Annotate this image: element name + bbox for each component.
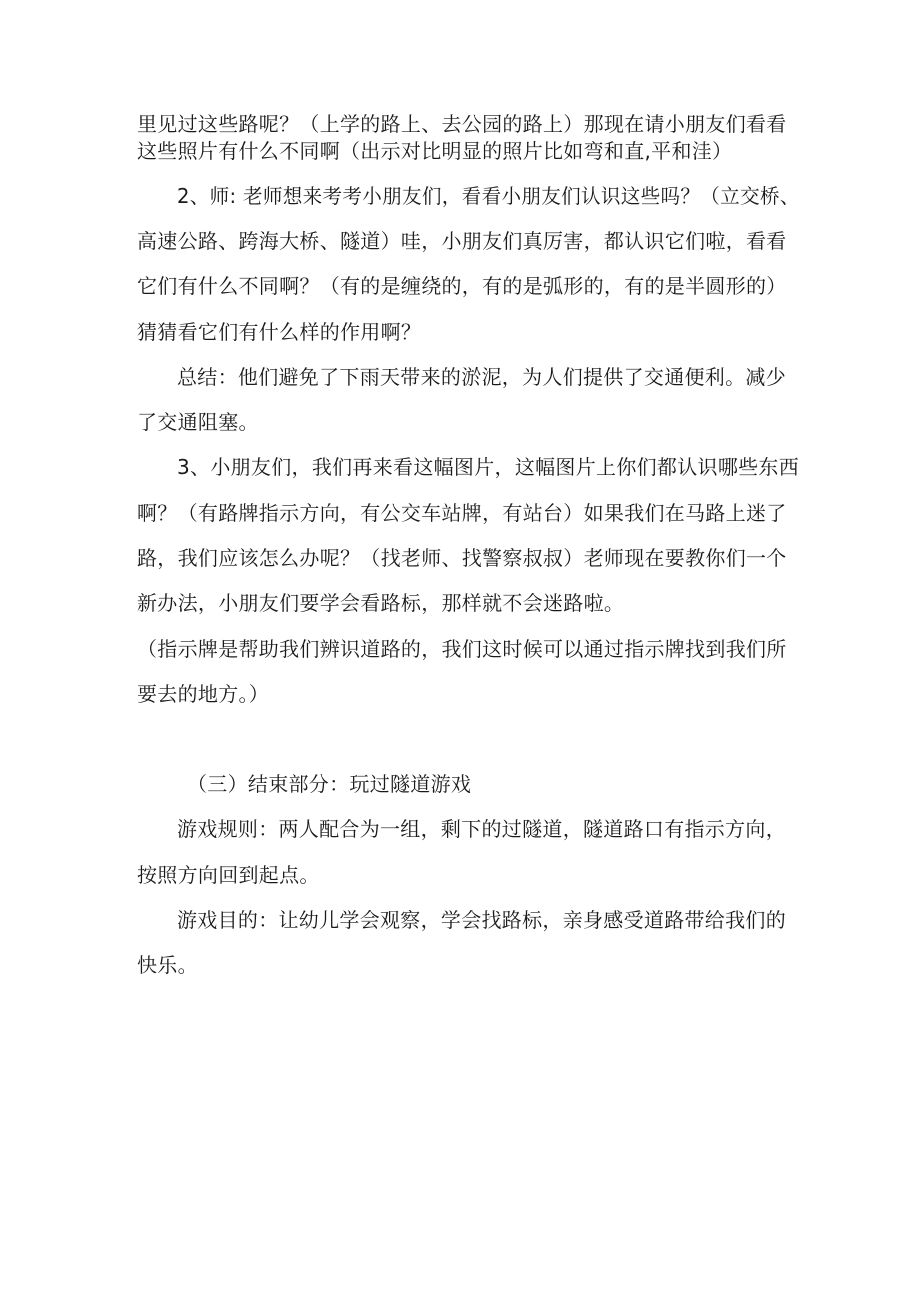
- text-line: 里见过这些路呢？（上学的路上、去公园的路上）那现在请小朋友们看看: [137, 112, 787, 136]
- text-line: 游戏目的：让幼儿学会观察，学会找路标，亲身感受道路带给我们的: [177, 908, 786, 932]
- text-line: 游戏规则：两人配合为一组，剩下的过隧道，隧道路口有指示方向，: [177, 817, 786, 841]
- text-line: 要去的地方。）: [137, 682, 270, 706]
- text-line: 这些照片有什么不同啊（出示对比明显的照片比如弯和直,平和洼）: [137, 139, 733, 163]
- text-line: 新办法，小朋友们要学会看路标，那样就不会迷路啦。: [137, 591, 625, 615]
- text-line: 了交通阻塞。: [137, 410, 259, 434]
- text-line: （指示牌是帮助我们辨识道路的，我们这时候可以通过指示牌找到我们所: [137, 637, 787, 661]
- text-line: 它们有什么不同啊？（有的是缠绕的，有的是弧形的，有的是半圆形的）: [137, 274, 787, 298]
- text-line: 高速公路、跨海大桥、隧道）哇，小朋友们真厉害，都认识它们啦，看看: [137, 229, 787, 253]
- text-line: 啊？（有路牌指示方向，有公交车站牌，有站台）如果我们在马路上迷了: [137, 501, 787, 525]
- text-line: 3、小朋友们，我们再来看这幅图片，这幅图片上你们都认识哪些东西: [177, 455, 800, 479]
- text-line: 猜猜看它们有什么样的作用啊？: [137, 320, 422, 344]
- text-line: 2、师: 老师想来考考小朋友们，看看小朋友们认识这些吗？（立交桥、: [177, 184, 800, 208]
- text-line: 按照方向回到起点。: [137, 863, 320, 887]
- text-line: 路，我们应该怎么办呢？（找老师、找警察叔叔）老师现在要教你们一个: [137, 546, 787, 570]
- text-line: 快乐。: [137, 953, 198, 977]
- text-line: 总结：他们避免了下雨天带来的淤泥，为人们提供了交通便利。减少: [177, 365, 786, 389]
- section-heading: （三）结束部分：玩过隧道游戏: [187, 772, 472, 796]
